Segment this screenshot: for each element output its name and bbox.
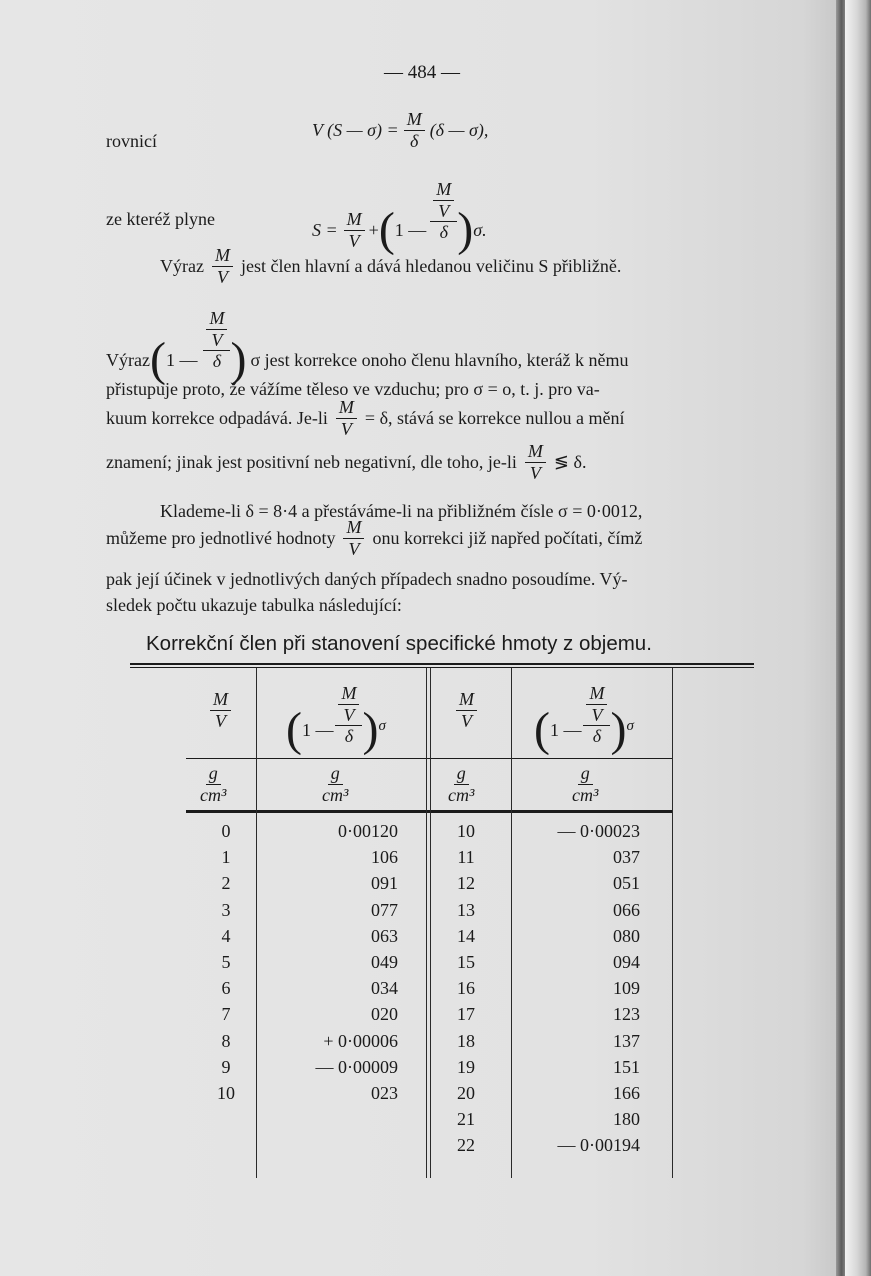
para2-line1-rest: σ jest korrekce onoho členu hlavního, kteráž k němu: [250, 350, 629, 370]
table-column-correction-left: [262, 818, 398, 1106]
table-cell: 049: [371, 951, 398, 972]
table-cell: 18: [457, 1030, 475, 1051]
table-header-col1: $\frac{M}{V}$: [210, 690, 231, 731]
table-cell: 151: [613, 1056, 640, 1077]
table-cell: 17: [457, 1004, 475, 1025]
table-header-rule: [186, 810, 672, 813]
table-cell: 10: [217, 1082, 235, 1103]
table-column-mv-right: [434, 818, 498, 1158]
para1-fraction-m-v: $\frac{M}{V}$: [212, 246, 233, 287]
table-cell: — 0·00194: [557, 1135, 640, 1156]
table-caption: Korrekční člen při stanovení specifické hmoty z objemu.: [146, 632, 652, 655]
table-cell: 5: [221, 951, 231, 972]
table-unit-col3: $\frac{g}{\text{cm³}}$: [448, 763, 475, 805]
table-cell: 7: [221, 1004, 231, 1025]
book-spine-shadow: [836, 0, 845, 1276]
table-col-divider-1: [256, 668, 257, 1178]
table-column-correction-right: [516, 818, 640, 1158]
para2-line4-start: znamení; jinak jest positivní neb negativní, dle toho, je-li: [106, 452, 517, 473]
table-cell: 077: [371, 899, 398, 920]
para3-fraction-m-v: $\frac{M}{V}$: [343, 518, 364, 559]
table-cell: 14: [457, 925, 475, 946]
table-cell: 19: [457, 1056, 475, 1077]
table-cell: 2: [221, 873, 231, 894]
table-cell: — 0·00023: [557, 821, 640, 841]
table-cell: 4: [221, 925, 231, 946]
equation-1: [312, 110, 488, 151]
table-col-divider-4: [672, 668, 673, 1178]
table-cell: 023: [371, 1082, 398, 1103]
eq1-rhs: (δ — σ),: [429, 120, 489, 141]
para2-one-minus: 1 —: [165, 350, 198, 370]
book-spine-edge: [845, 0, 871, 1276]
para3-line2-end: onu korrekci již napřed počítati, čímž: [372, 528, 643, 549]
table-cell: 16: [457, 978, 475, 999]
eq2-right-paren: ): [457, 203, 474, 256]
table-cell: 106: [371, 847, 398, 868]
para2-line4-end: ≶ δ.: [553, 452, 587, 473]
eq2-plus: +: [368, 220, 379, 240]
table-cell: 0: [221, 821, 231, 841]
equation-2: [312, 168, 487, 254]
paragraph-2-line-1: [106, 296, 629, 384]
paragraph-2-line-3: [106, 398, 624, 439]
table-cell: — 0·00009: [315, 1056, 398, 1077]
paragraph-3-line-1: Klademe-li δ = 8·4 a přestáváme-li na přibližném čísle σ = 0·0012,: [160, 501, 643, 521]
table-cell: 020: [371, 1004, 398, 1025]
table-cell: 9: [221, 1056, 231, 1077]
eq1-lead-text: rovnicí: [106, 131, 157, 151]
table-cell: 20: [457, 1082, 475, 1103]
table-cell: 3: [221, 899, 231, 920]
eq2-fraction-m-v: $\frac{M}{V}$: [344, 210, 365, 251]
para2-fraction-m-v: $\frac{M}{V}$: [336, 398, 357, 439]
table-unit-col4: $\frac{g}{\text{cm³}}$: [572, 763, 599, 805]
table-unit-col1: $\frac{g}{\text{cm³}}$: [200, 763, 227, 805]
eq1-fraction-m-delta: $\frac{M}{\delta}$: [404, 110, 425, 151]
table-cell: 091: [371, 873, 398, 894]
para2-left-paren: (: [149, 333, 166, 386]
table-cell: 080: [613, 925, 640, 946]
para2-start: Výraz: [106, 350, 150, 370]
table-cell: 051: [613, 873, 640, 894]
table-unit-col2: $\frac{g}{\text{cm³}}$: [322, 763, 349, 805]
paragraph-2-line-4: [106, 442, 587, 483]
table-cell: 21: [457, 1109, 475, 1130]
table-cell: 15: [457, 951, 475, 972]
table-cell: 166: [613, 1082, 640, 1103]
paragraph-2-line-2: přistupuje proto, že vážíme těleso ve vzduchu; pro σ = o, t. j. pro va-: [106, 379, 600, 399]
table-cell: 094: [613, 951, 640, 972]
paragraph-3-line-3: pak její účinek v jednotlivých daných případech snadno posoudíme. Vý-: [106, 569, 628, 589]
table-cell: 12: [457, 873, 475, 894]
eq2-s-equals: S =: [312, 220, 338, 240]
table-unit-rule: [186, 758, 672, 759]
eq2-sigma: σ.: [473, 220, 487, 240]
para1-rest: jest člen hlavní a dává hledanou veličinu S přibližně.: [240, 256, 622, 277]
eq2-lead-text: ze kteréž plyne: [106, 209, 215, 229]
table-cell: 109: [613, 978, 640, 999]
table-cell: 037: [613, 847, 640, 868]
table-col-divider-3: [511, 668, 512, 1178]
table-cell: 137: [613, 1030, 640, 1051]
para3-line2-start: můžeme pro jednotlivé hodnoty: [106, 528, 336, 549]
para1-start: Výraz: [160, 256, 204, 277]
para2-right-paren: ): [230, 333, 247, 386]
page-number: — 484 —: [384, 62, 460, 83]
para2-compound-fraction: $\frac{\frac{M}{V}}{\delta}$: [203, 309, 230, 372]
table-cell: 8: [221, 1030, 231, 1051]
table-header-col2: ( 1 — $\frac{\frac{M}{V}}{\delta}$ ) σ: [286, 682, 386, 756]
table-cell: 1: [221, 847, 231, 868]
table-col-divider-2b: [430, 668, 431, 1178]
paragraph-3-line-2: [106, 518, 642, 559]
eq2-compound-fraction: $\frac{\frac{M}{V}}{\delta}$: [430, 180, 457, 243]
table-cell: 22: [457, 1135, 475, 1156]
paragraph-1: [160, 246, 621, 287]
eq2-left-paren: (: [378, 203, 395, 256]
table-cell: 11: [457, 847, 475, 868]
eq2-one-minus: 1 —: [394, 220, 427, 240]
table-cell: 13: [457, 899, 475, 920]
paragraph-3-line-4: sledek počtu ukazuje tabulka následující:: [106, 595, 402, 615]
table-header-col4: ( 1 — $\frac{\frac{M}{V}}{\delta}$ ) σ: [534, 682, 634, 756]
eq1-lhs: V (S — σ) =: [312, 120, 399, 141]
table-cell: 063: [371, 925, 398, 946]
table-cell: 10: [457, 821, 475, 841]
table-top-rule-inner: [130, 667, 754, 668]
table-cell: + 0·00006: [323, 1030, 398, 1051]
para2-fraction-m-v-2: $\frac{M}{V}$: [525, 442, 546, 483]
table-cell: 0·00120: [338, 821, 398, 841]
para2-line3-end: = δ, stává se korrekce nullou a mění: [364, 408, 625, 429]
table-header-col3: $\frac{M}{V}$: [456, 690, 477, 731]
table-column-mv-left: [196, 818, 256, 1106]
table-cell: 180: [613, 1109, 640, 1130]
table-cell: 6: [221, 978, 231, 999]
table-top-rule: [130, 663, 754, 665]
table-cell: 034: [371, 978, 398, 999]
table-cell: 066: [613, 899, 640, 920]
para2-line3-start: kuum korrekce odpadává. Je-li: [106, 408, 328, 429]
table-cell: 123: [613, 1004, 640, 1025]
table-col-divider-2: [426, 668, 427, 1178]
